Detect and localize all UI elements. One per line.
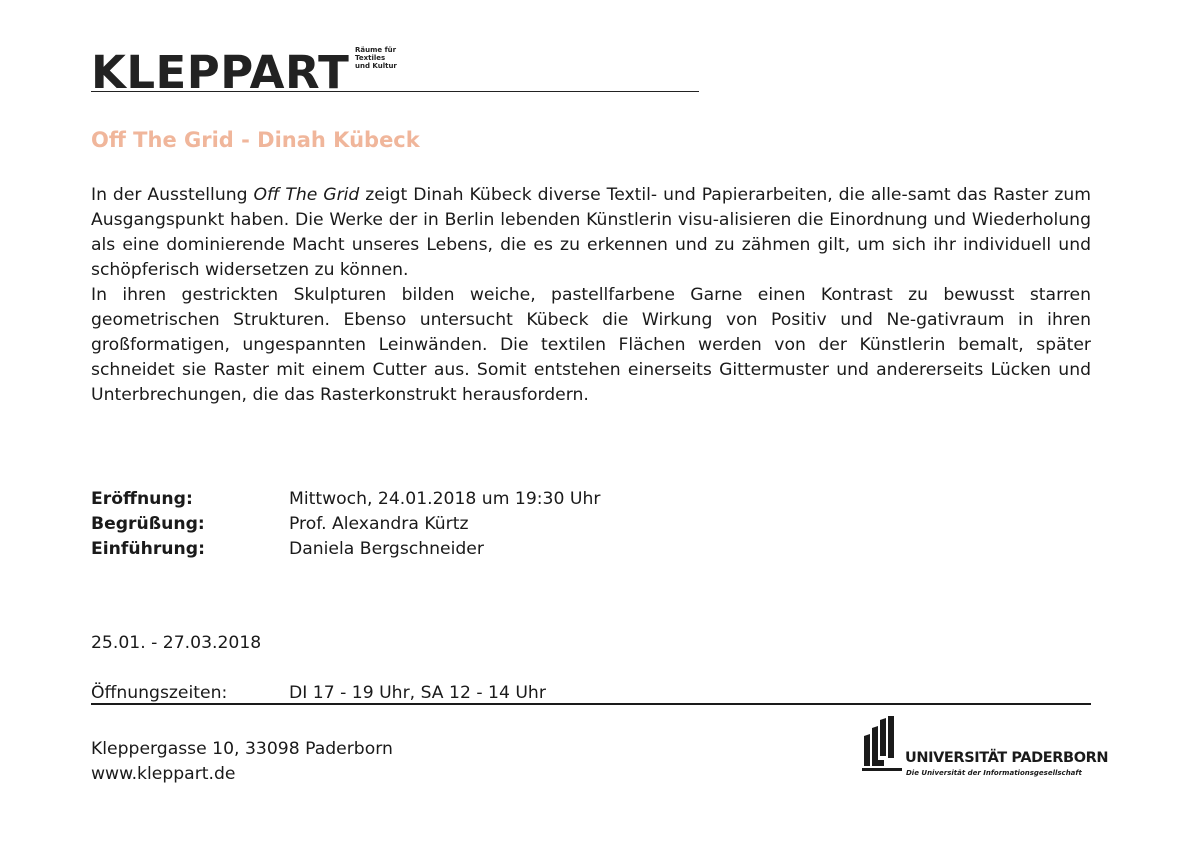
info-label: Begrüßung: xyxy=(91,514,205,534)
event-info xyxy=(91,487,600,562)
description-text: In der Ausstellung xyxy=(91,185,254,205)
logo-tagline-line: Textiles xyxy=(355,54,386,62)
info-row-welcome xyxy=(91,512,600,537)
footer-divider xyxy=(91,703,1091,705)
info-row-opening xyxy=(91,487,600,512)
logo-tagline xyxy=(355,46,397,70)
opening-hours-value: DI 17 - 19 Uhr, SA 12 - 14 Uhr xyxy=(289,683,546,703)
info-label: Einführung: xyxy=(91,539,205,559)
kleppart-logo: KLEPPART xyxy=(91,46,350,99)
info-row-introduction xyxy=(91,537,600,562)
info-label: Eröffnung: xyxy=(91,489,193,509)
info-value: Prof. Alexandra Kürtz xyxy=(289,514,469,534)
university-emblem-icon xyxy=(862,716,904,772)
exhibition-title: Off The Grid - Dinah Kübeck xyxy=(91,128,420,152)
logo-tagline-line: Räume für xyxy=(355,46,397,54)
university-slogan: Die Universität der Informationsgesellschaft xyxy=(906,769,1082,777)
opening-hours xyxy=(91,681,1091,704)
info-value: Mittwoch, 24.01.2018 um 19:30 Uhr xyxy=(289,489,601,509)
opening-hours-label: Öffnungszeiten: xyxy=(91,683,228,703)
exhibition-name-italic: Off The Grid xyxy=(253,185,360,205)
website-link[interactable]: www.kleppart.de xyxy=(91,764,236,784)
info-value: Daniela Bergschneider xyxy=(289,539,484,559)
description-paragraph-2: In ihren gestrickten Skulpturen bilden weiche, pastellfarbene Garne einen Kontrast zu bewusst starren geometrischen Strukturen. Ebenso untersucht Kübeck die Wirkung von Positiv und Ne-gativraum in ihren großformatigen, ungespannten Leinwänden. Die textilen Flächen werden von der Künstlerin bemalt, später schneidet sie Raster mit einem Cutter aus. Somit entstehen einerseits Gittermuster und andererseits Lücken und Unterbrechungen, die das Rasterkonstrukt herausfordern. xyxy=(91,285,1091,405)
university-logo xyxy=(862,716,1109,786)
exhibition-description xyxy=(91,183,1091,408)
description-paragraph-1 xyxy=(91,183,1091,283)
logo-tagline-line: und Kultur xyxy=(355,62,397,70)
street-address: Kleppergasse 10, 33098 Paderborn xyxy=(91,739,393,759)
university-name: UNIVERSITÄT PADERBORN xyxy=(905,750,1109,766)
exhibition-dates: 25.01. - 27.03.2018 xyxy=(91,633,262,653)
address-block xyxy=(91,737,393,787)
header-divider xyxy=(91,91,699,92)
description-text: zeigt Dinah Kübeck diverse Textil- und Papierarbeiten, die alle-samt das Raster zum Ausgangspunkt haben. Die Werke der in Berlin lebenden Künstlerin visu-alisieren die Einordnung und Wiederholung als eine dominierende Macht unseres Lebens, die es zu erkennen und zu zähmen gilt, um sich ihr individuell und schöpferisch widersetzen zu können. xyxy=(91,185,1091,280)
